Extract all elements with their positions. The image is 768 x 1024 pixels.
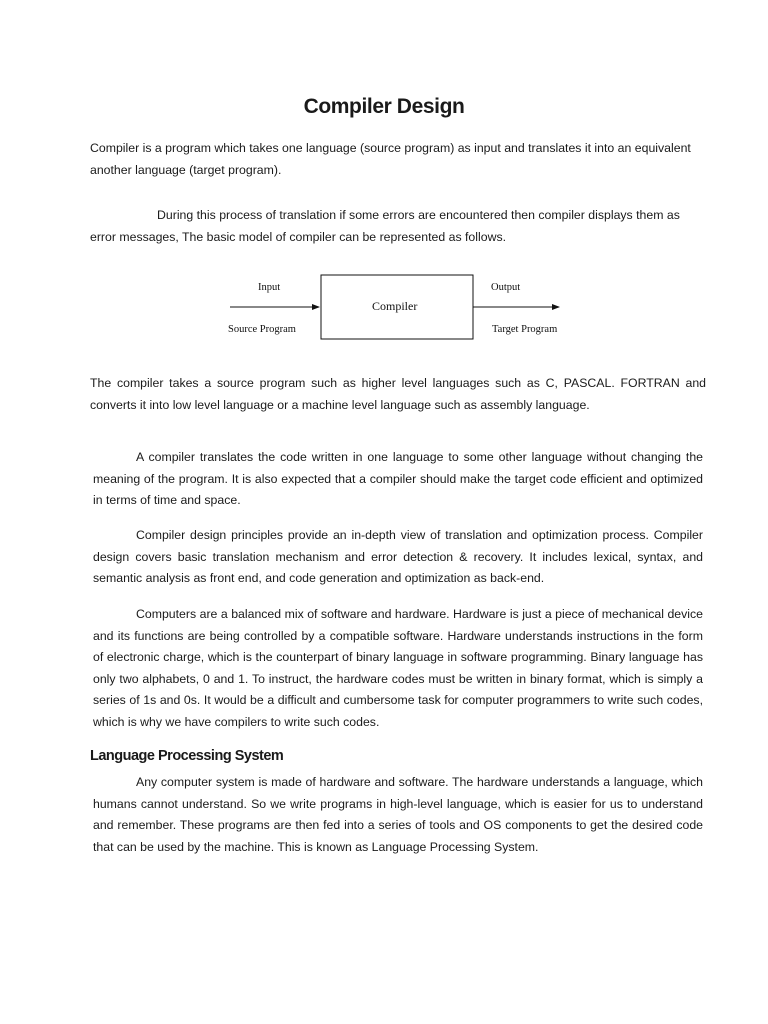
section-heading: Language Processing System bbox=[90, 748, 284, 764]
paragraph-computers: Computers are a balanced mix of software and hardware. Hardware is just a piece of mechanical device and its functions are being controlled by a compatible software. Hardware understands instructions in the form of electronic charge, which is the counterpart of binary language in software programming. Binary language has only two alphabets, 0 and 1. To instruct, the hardware codes must be written in binary format, which is simply a series of 1s and 0s. It would be a difficult and cumbersome task for computer programmers to write such codes, which is why we have compilers to write such codes. bbox=[93, 607, 703, 729]
paragraph-translation: During this process of translation if some errors are encountered then compiler displays them as error messages, The basic model of compiler can be represented as follows. bbox=[90, 208, 680, 244]
paragraph-intro: Compiler is a program which takes one language (source program) as input and translates it into an equivalent another language (target program). bbox=[90, 141, 691, 177]
compiler-model-diagram bbox=[220, 272, 570, 344]
output-label: Output bbox=[491, 282, 521, 293]
paragraph-principles: Compiler design principles provide an in-depth view of translation and optimization process. Compiler design covers basic translation mechanism and error detection & recovery. It includes lexical, syntax, and semantic analysis as front end, and code generation and optimization as back-end. bbox=[93, 528, 703, 585]
paragraph-source-program: The compiler takes a source program such as higher level languages such as C, PASCAL. FORTRAN and converts it into low level language or a machine level language such as assembly language. bbox=[90, 376, 706, 412]
page-title: Compiler Design bbox=[303, 95, 465, 118]
compiler-box-label: Compiler bbox=[372, 299, 418, 313]
target-program-label: Target Program bbox=[492, 324, 558, 335]
source-program-label: Source Program bbox=[228, 324, 296, 335]
paragraph-language-processing: Any computer system is made of hardware and software. The hardware understands a language, which humans cannot understand. So we write programs in high-level language, which is easier for us to understand and remember. These programs are then fed into a series of tools and OS components to get the desired code that can be used by the machine. This is known as Language Processing System. bbox=[93, 775, 703, 854]
input-label: Input bbox=[258, 282, 281, 293]
paragraph-translates: A compiler translates the code written in one language to some other language without changing the meaning of the program. It is also expected that a compiler should make the target code efficient and optimized in terms of time and space. bbox=[93, 450, 703, 507]
